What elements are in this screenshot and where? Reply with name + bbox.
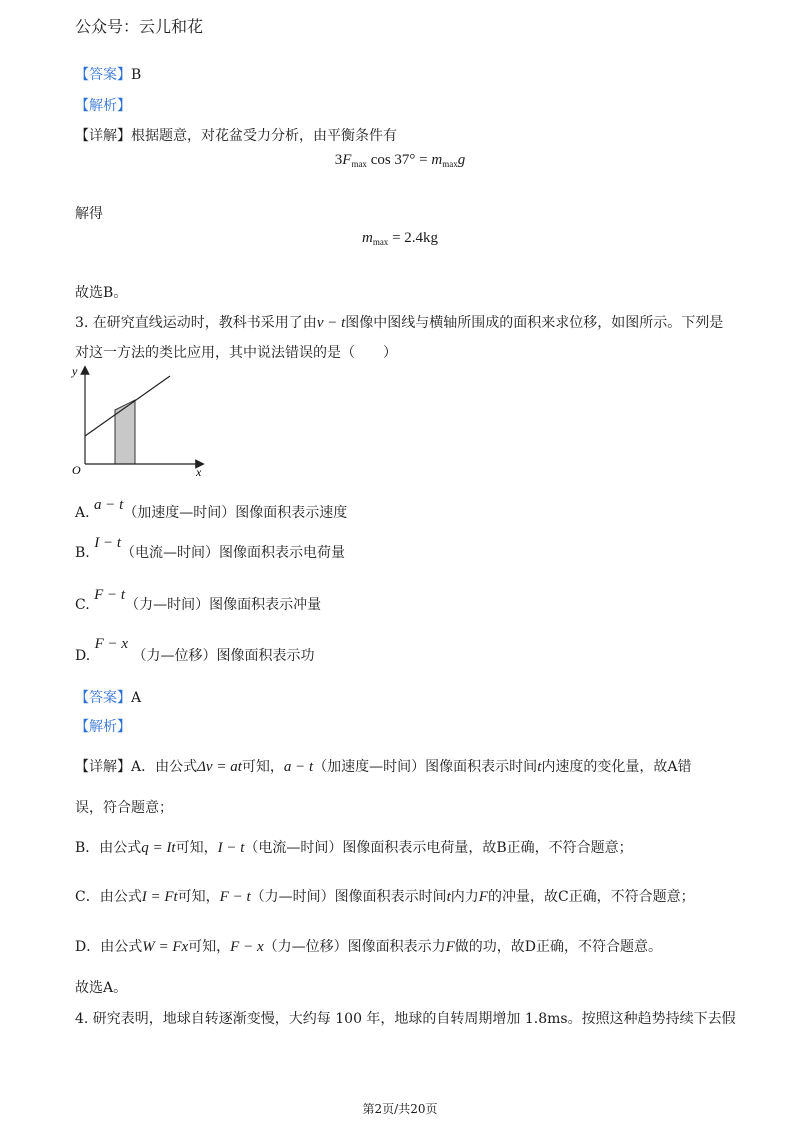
answer-tag: 【答案】 <box>75 67 131 83</box>
q3-stem-line2: 对这一方法的类比应用，其中说法错误的是（ ） <box>75 345 397 361</box>
vt-area-figure <box>60 362 210 480</box>
detail-text: 根据题意，对花盆受力分析，由平衡条件有 <box>131 128 397 144</box>
option-a: A. a − t（加速度—时间）图像面积表示速度 <box>75 497 348 521</box>
q2-answer-line <box>75 64 141 84</box>
explain-a-cont: 误，符合题意； <box>75 800 173 816</box>
equation-result: $m_{max} = 2.4kg$ <box>361 230 439 247</box>
page-footer: 第2页/共20页 <box>362 1102 438 1116</box>
page-header: 公众号：云儿和花 <box>75 17 204 36</box>
q2-detail-line <box>75 125 397 145</box>
stem-formula: v − t <box>316 315 346 331</box>
answer-tag: 【答案】 <box>75 690 131 706</box>
equation-balance: $3F_{max}$ $\cos 37^\circ = m_{max}g$ <box>334 152 466 169</box>
q4-stem: 4. 研究表明，地球自转逐渐变慢，大约每 100 年，地球的自转周期增加 1.8ms。按照这种趋势持续下去假 <box>75 1011 736 1027</box>
detail-tag: 【详解】 <box>75 128 131 144</box>
q2-analysis-tag: 【解析】 <box>75 98 131 114</box>
answer-value: B <box>131 67 142 83</box>
q2-solve-text: 解得 <box>75 206 103 222</box>
explain-b: B．由公式q = It可知，I − t（电流—时间）图像面积表示电荷量，故B正确，不符合题意； <box>75 840 633 856</box>
option-b: B. I − t（电流—时间）图像面积表示电荷量 <box>75 535 345 561</box>
q2-conclusion: 故选B。 <box>75 285 128 301</box>
option-c: C. F − t（力—时间）图像面积表示冲量 <box>75 587 322 613</box>
explain-c: C．由公式I = Ft可知，F − t（力—时间）图像面积表示时间t内力F的冲量，故C正确，不符合题意； <box>75 889 695 905</box>
q3-stem-line1: 3. 在研究直线运动时，教科书采用了由v − t图像中图线与横轴所围成的面积来求位移，如图所示。下列是 <box>75 315 724 331</box>
x-axis-label: x <box>196 465 202 479</box>
y-axis-label: y <box>72 364 78 378</box>
answer-value: A <box>131 690 142 706</box>
explain-d: D．由公式W = Fx可知，F − x（力—位移）图像面积表示力F做的功，故D正确，不符合题意。 <box>75 939 663 955</box>
q3-answer-line <box>75 687 141 707</box>
q3-conclusion: 故选A。 <box>75 980 128 996</box>
explain-a: 【详解】A．由公式Δv = at可知，a − t（加速度—时间）图像面积表示时间t内速度的变化量，故A错 <box>75 759 692 775</box>
origin-label: O <box>72 463 81 477</box>
option-d: D. F − x （力—位移）图像面积表示功 <box>75 636 315 664</box>
shaded-strip <box>115 400 135 464</box>
q3-analysis-tag: 【解析】 <box>75 719 131 735</box>
